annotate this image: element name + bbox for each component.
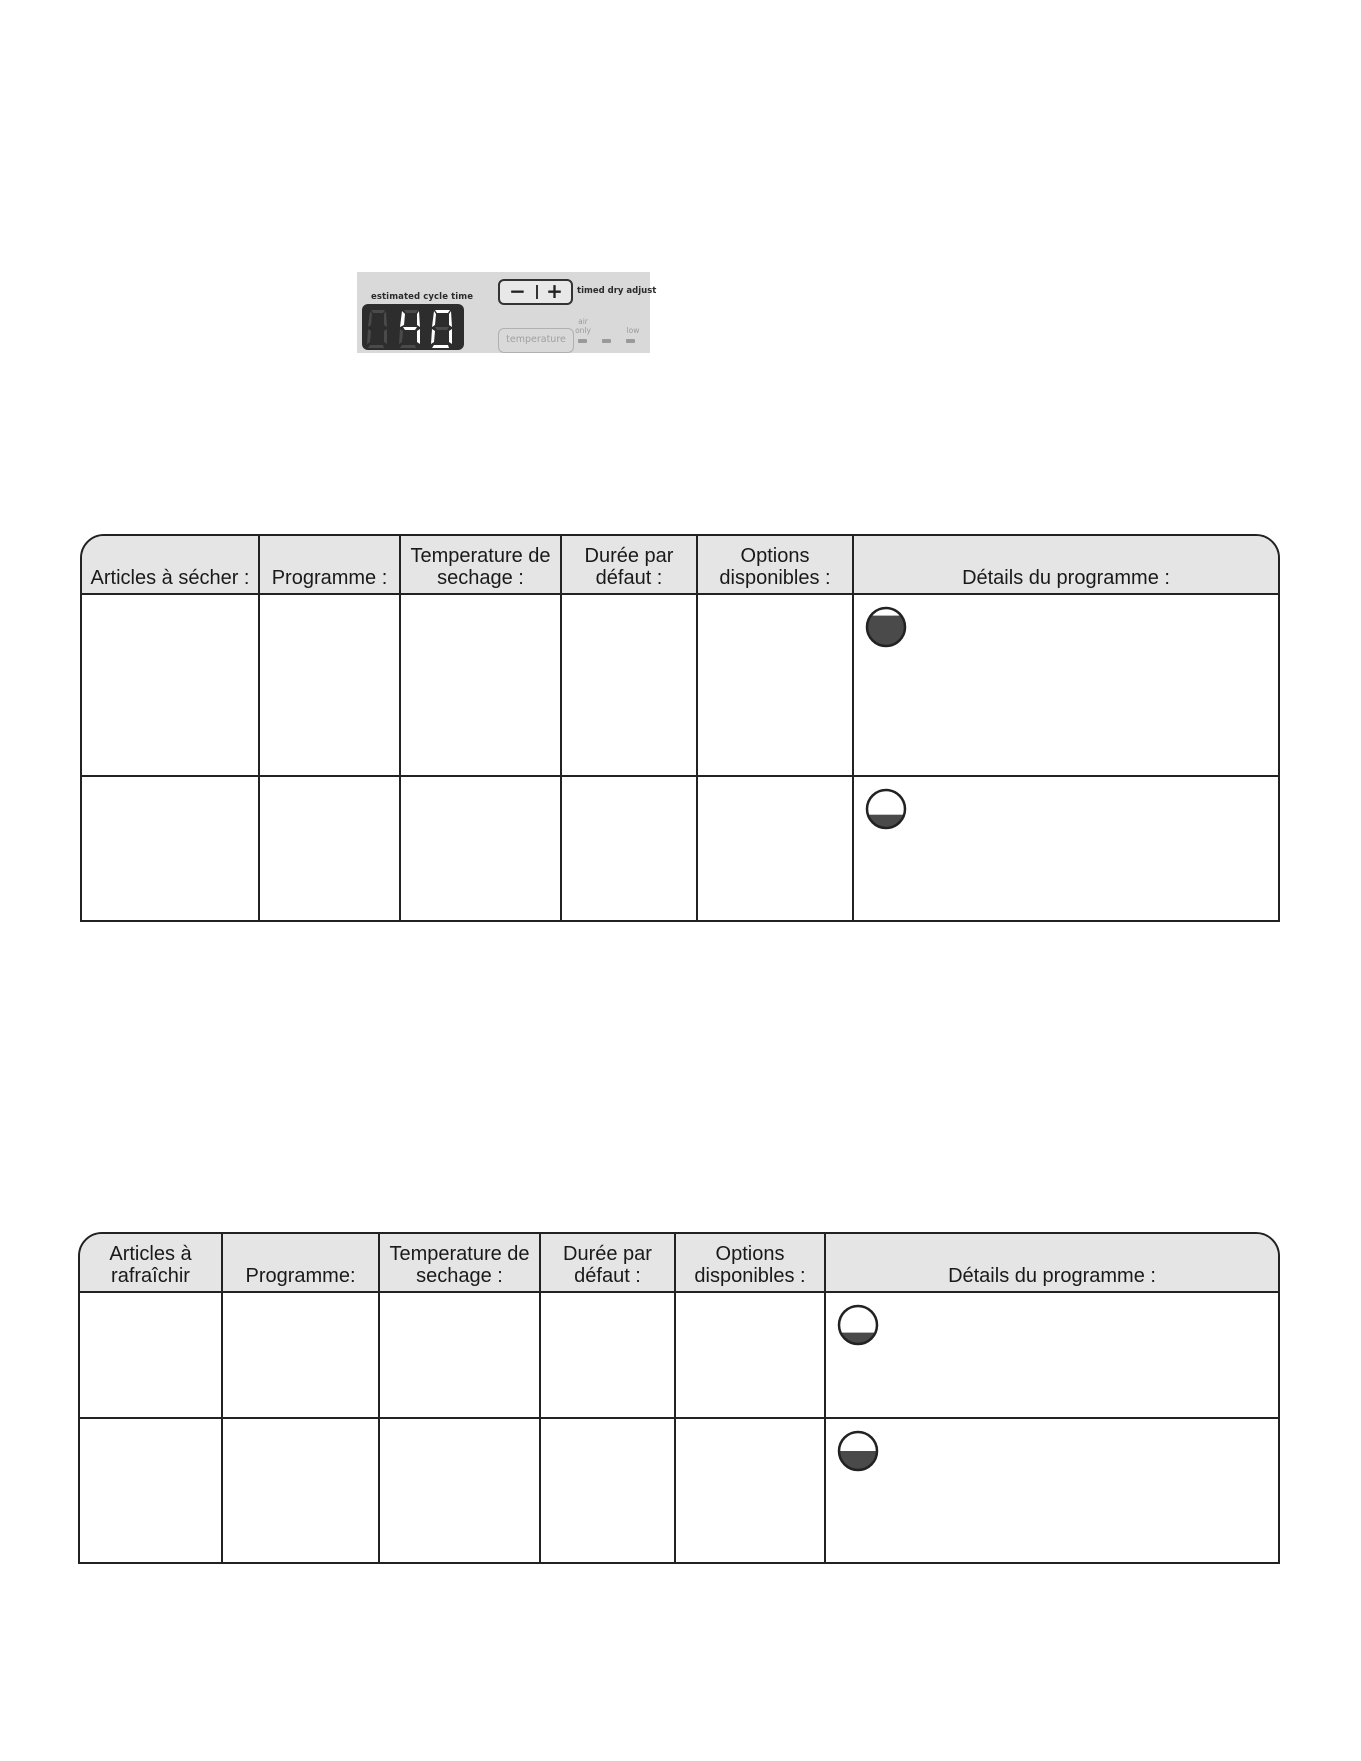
header-options: Options disponibles : [675,1234,825,1292]
air-only-indicator [578,339,587,343]
dryness-level-medium-icon [836,1429,880,1473]
refresh-cycles-table [78,1232,1280,1564]
dryer-control-panel [357,272,657,353]
table-cell [259,776,400,920]
table-cell [222,1418,379,1562]
seven-segment-digits [362,304,464,350]
table-cell [540,1418,675,1562]
increase-time-button[interactable]: + [546,279,563,303]
header-duration: Durée par défaut : [561,536,697,594]
table-cell [379,1418,540,1562]
header-articles: Articles à rafraîchir [80,1234,222,1292]
table-cell [675,1292,825,1418]
air-only-label: air only [575,317,591,335]
table-cell [80,1418,222,1562]
header-temperature: Temperature de sechage : [400,536,561,594]
timed-dry-adjust-label: timed dry adjust [577,286,657,296]
table-cell [697,776,853,920]
table-cell [82,594,259,776]
details-cell [853,776,1278,920]
header-options: Options disponibles : [697,536,853,594]
table-header-row [82,536,1278,594]
header-articles: Articles à sécher : [82,536,259,594]
drying-cycles-table [80,534,1280,922]
timed-dry-adjust-stepper[interactable] [498,279,573,305]
table-row [82,594,1278,776]
table-cell [400,776,561,920]
table-cell [222,1292,379,1418]
table-row [80,1292,1278,1418]
table-row [82,776,1278,920]
table-cell [259,594,400,776]
table-cell [561,776,697,920]
low-label: low [626,326,640,335]
table-cell [675,1418,825,1562]
details-cell [825,1292,1278,1418]
table-cell [697,594,853,776]
dryness-level-low-icon [836,1303,880,1347]
header-details: Détails du programme : [825,1234,1278,1292]
dryness-level-low-icon [864,787,908,831]
estimated-cycle-time-label: estimated cycle time [371,292,474,302]
header-duration: Durée par défaut : [540,1234,675,1292]
table-cell [400,594,561,776]
table-row [80,1418,1278,1562]
details-cell [825,1418,1278,1562]
dryness-level-high-icon [864,605,908,649]
header-details: Détails du programme : [853,536,1278,594]
table-cell [82,776,259,920]
table-cell [379,1292,540,1418]
temperature-button[interactable]: temperature [498,328,574,353]
header-temperature: Temperature de sechage : [379,1234,540,1292]
header-programme: Programme : [259,536,400,594]
medium-indicator [602,339,611,343]
cycle-time-display [362,304,464,350]
details-cell [853,594,1278,776]
table-cell [561,594,697,776]
low-indicator [626,339,635,343]
table-cell [540,1292,675,1418]
dryness-fill [864,616,908,649]
table-cell [80,1292,222,1418]
table-header-row [80,1234,1278,1292]
decrease-time-button[interactable]: − [509,279,526,303]
header-programme: Programme: [222,1234,379,1292]
